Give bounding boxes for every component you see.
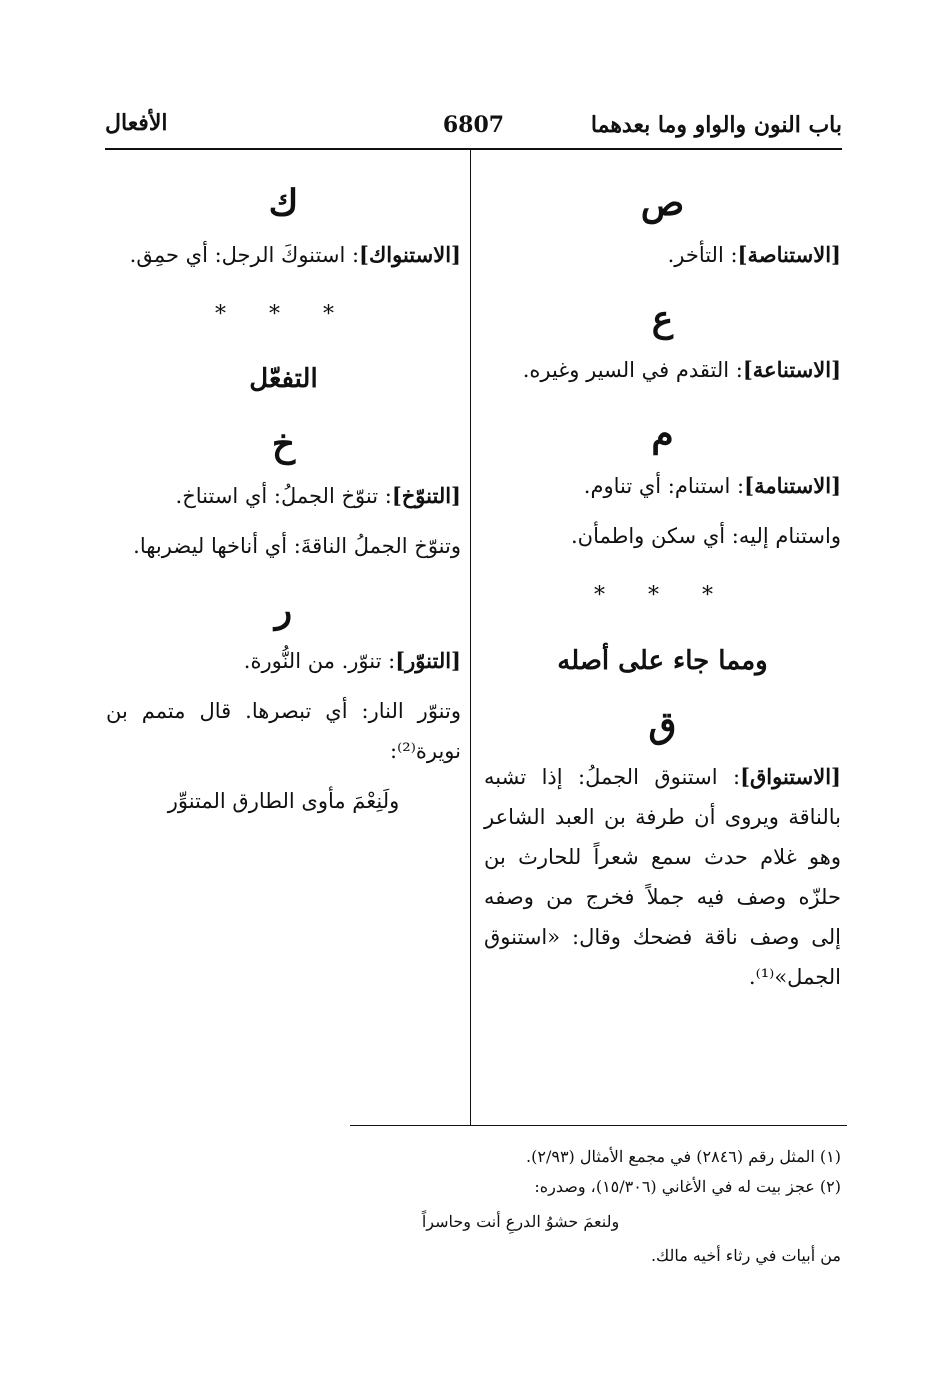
section-heading: ومما جاء على أصله <box>557 645 768 676</box>
footnote-1: (١) المثل رقم (٢٨٤٦) في مجمع الأمثال (٢/٩٣). <box>526 1147 841 1166</box>
letter-heading: ق <box>648 704 677 747</box>
entry-term: [الاستنواك] <box>359 241 461 267</box>
entry-continuation: وتنوّر النار: أي تبصرها. قال متمم بن نويرة⁽²⁾: <box>106 699 461 764</box>
entry-text: : تنوّر. من النُّورة. <box>243 649 396 674</box>
section-title: الأفعال <box>105 110 168 136</box>
header-rule <box>105 148 842 150</box>
chapter-title: باب النون والواو وما بعدهما <box>590 112 842 138</box>
letter-heading: خ <box>271 423 296 466</box>
letter-heading: ص <box>640 182 685 224</box>
entry-text: : استنوكَ الرجل: أي حمِق. <box>129 242 360 267</box>
entry-text: : استنوق الجملُ: إذا تشبه بالناقة ويروى أن طرفة بن العبد الشاعر وهو غلام حدث سمع شعراً للحارث بن حلزّه وصف فيه جملاً فخرج من وصفه إلى وصف ناقة فضحك وقال: «استنوق الجمل»⁽¹⁾. <box>484 765 841 989</box>
page-header <box>105 106 842 146</box>
letter-heading: ك <box>268 182 299 224</box>
left-column <box>106 160 461 822</box>
entry <box>484 466 841 507</box>
entry-term: [الاستنواق] <box>740 764 841 790</box>
entry-text: : تنوّخ الجملُ: أي استناخ. <box>175 483 392 508</box>
entry <box>106 235 461 276</box>
entry <box>484 757 841 997</box>
letter-heading: م <box>651 413 674 456</box>
entry-term: [التنوّر] <box>395 648 461 674</box>
entry <box>484 350 841 391</box>
poem-verse: ولَنِعْمَ مأوى الطارق المتنوِّر <box>167 789 400 814</box>
footnote-2: (٢) عجز بيت له في الأغاني (١٥/٣٠٦)، وصدره: <box>534 1177 841 1197</box>
letter-heading: ر <box>274 588 293 631</box>
entry-continuation: وتنوّخ الجملُ الناقةَ: أي أناخها ليضربها. <box>133 533 461 558</box>
footnote-2-continuation: من أبيات في رثاء أخيه مالك. <box>650 1246 841 1266</box>
page-number: 6807 <box>442 112 505 138</box>
right-column <box>484 160 841 1007</box>
entry-term: [الاستناعة] <box>742 357 841 383</box>
entry-term: [الاستناصة] <box>737 241 841 267</box>
entry <box>106 476 461 517</box>
footnote-rule <box>350 1125 847 1126</box>
entry-text: : التأخر. <box>667 242 738 267</box>
footnotes <box>200 1142 841 1272</box>
section-separator: * * * <box>594 582 731 608</box>
section-separator: * * * <box>215 301 352 327</box>
column-divider <box>470 150 471 1125</box>
footnote-verse: ولنعمَ حشوُ الدرعِ أنت وحاسراً <box>421 1211 620 1231</box>
entry-text: : التقدم في السير وغيره. <box>522 358 743 383</box>
entry <box>484 235 841 276</box>
letter-heading: ع <box>651 297 674 340</box>
entry-text: : استنام: أي تناوم. <box>583 474 745 499</box>
entry-term: [التنوّخ] <box>391 482 461 508</box>
entry-term: [الاستنامة] <box>744 473 841 499</box>
entry <box>106 641 461 682</box>
entry-continuation: واستنام إليه: أي سكن واطمأن. <box>570 524 841 549</box>
section-heading: التفعّل <box>249 364 318 395</box>
